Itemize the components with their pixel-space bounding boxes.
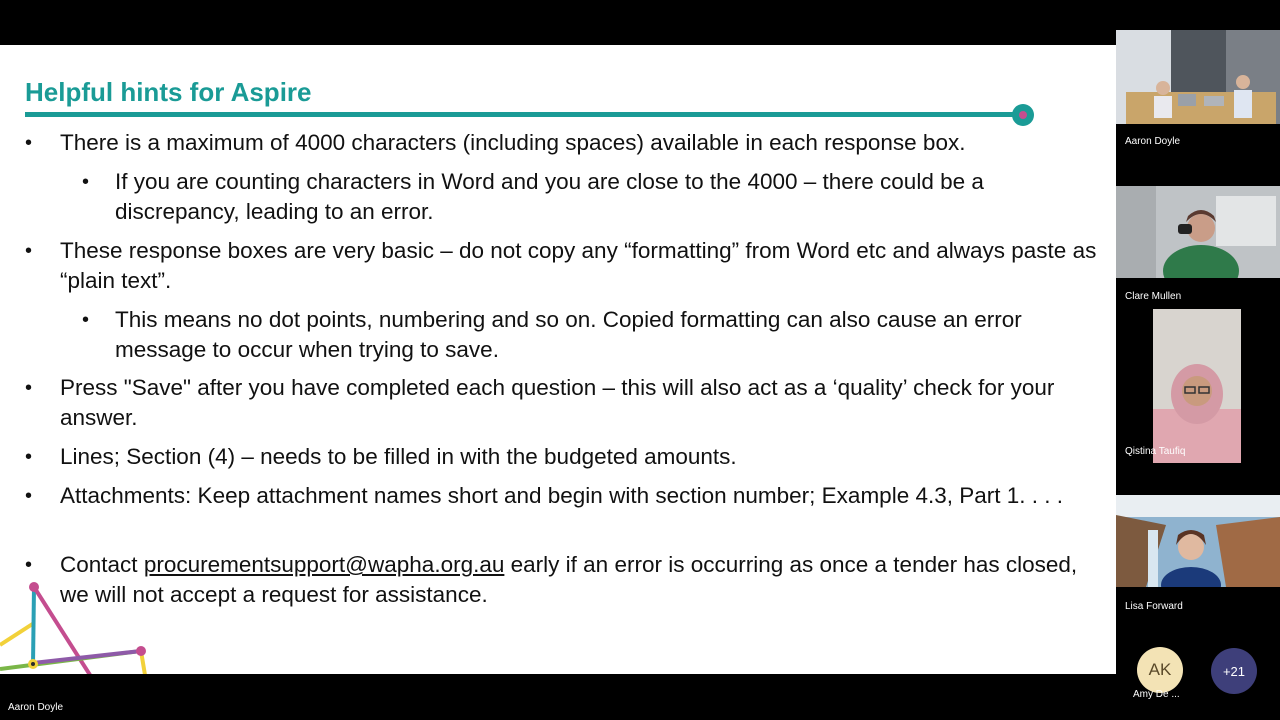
- title-rule-dot: [1012, 104, 1034, 126]
- participant-video: [1116, 186, 1280, 278]
- presenter-name-label: Aaron Doyle: [8, 702, 64, 713]
- support-email-link[interactable]: procurementsupport@wapha.org.au: [143, 552, 505, 577]
- decorative-graphic: [0, 575, 160, 674]
- bullet-3: • Press "Save" after you have completed each question – this will also act as a ‘quality’ check for your answer.: [25, 375, 1055, 430]
- participant-name: Aaron Doyle: [1125, 136, 1181, 147]
- bullet-6: • Contact procurementsupport@wapha.org.au early if an error is occurring as once a tender has closed, we will not accept a request for assistance.: [25, 552, 1078, 607]
- sub-bullet-2: • This means no dot points, numbering and so on. Copied formatting can also cause an error message to occur when trying to save.: [82, 307, 1022, 362]
- sub-bullet-1: • If you are counting characters in Word and you are close to the 4000 – there could be a discrepancy, leading to an error.: [82, 169, 984, 224]
- participant-name: Clare Mullen: [1125, 291, 1182, 302]
- bullet-5: • Attachments: Keep attachment names short and begin with section number; Example 4.3, Part 1. . . .: [25, 483, 1064, 508]
- participant-avatar-ak[interactable]: AK: [1137, 647, 1183, 693]
- participant-avatar-name: Amy De ...: [1133, 689, 1180, 700]
- participant-video: [1153, 309, 1241, 463]
- slide-title: Helpful hints for Aspire: [25, 77, 312, 107]
- title-underline: [25, 112, 1018, 117]
- participant-name: Qistina Taufiq: [1125, 446, 1186, 457]
- more-participants-button[interactable]: +21: [1211, 648, 1257, 694]
- shared-slide: [0, 45, 1116, 674]
- bullet-1: • There is a maximum of 4000 characters (including spaces) available in each response box.: [25, 130, 966, 155]
- participants-panel: [1116, 0, 1280, 720]
- participant-name: Lisa Forward: [1125, 601, 1183, 612]
- participant-video: [1116, 495, 1280, 587]
- bullet-2: • These response boxes are very basic – do not copy any “formatting” from Word etc and always paste as “plain text”.: [25, 238, 1097, 293]
- participant-video: [1116, 30, 1280, 124]
- bullet-4: • Lines; Section (4) – needs to be filled in with the budgeted amounts.: [25, 444, 737, 469]
